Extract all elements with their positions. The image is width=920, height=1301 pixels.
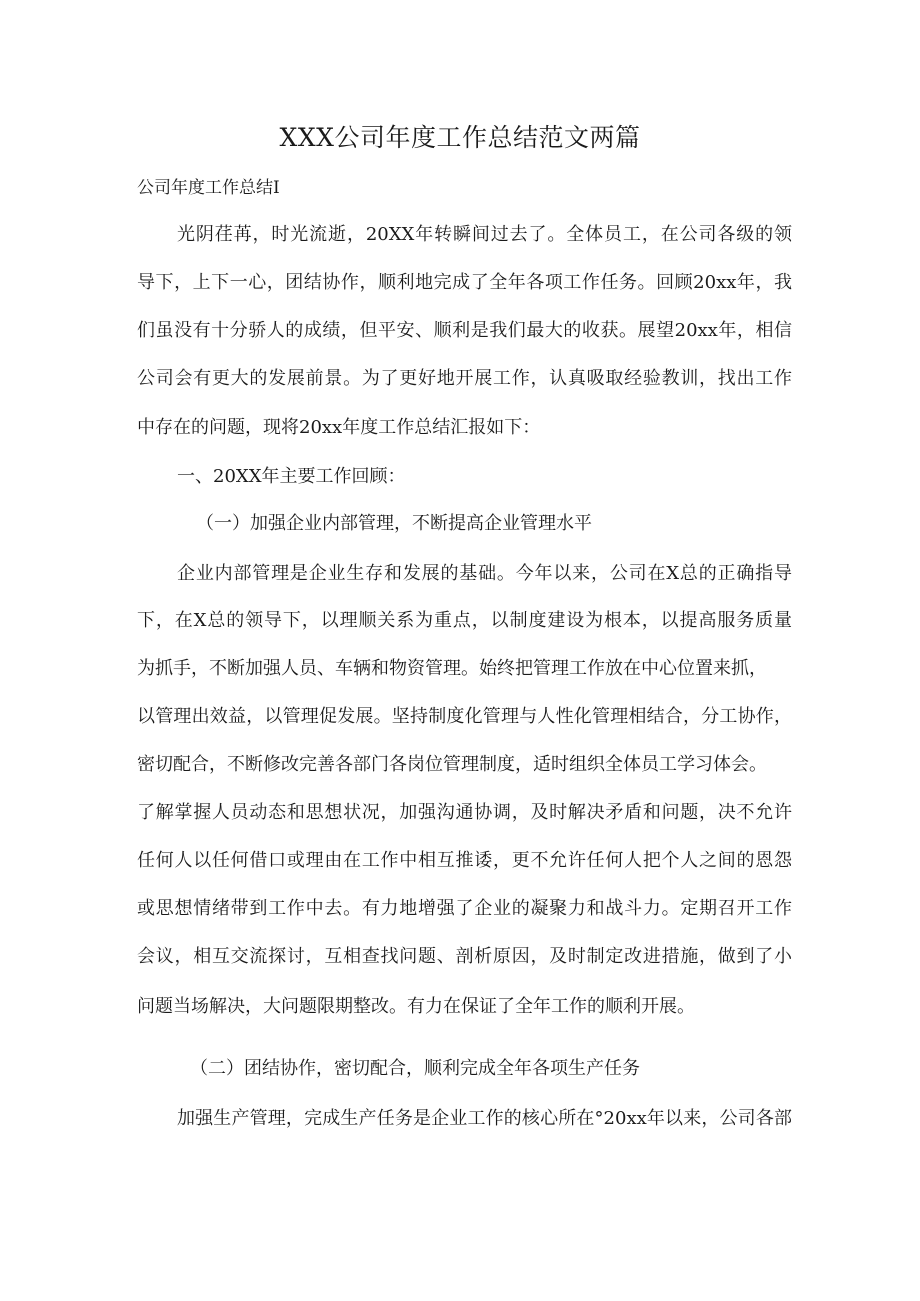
paragraph-line: 任何人以任何借口或理由在工作中相互推诿，更不允许任何人把个人之间的恩怨	[137, 850, 792, 871]
document-subtitle: 公司年度工作总结I	[137, 178, 280, 198]
paragraph-line: 光阴荏苒，时光流逝，20XX年转瞬间过去了。全体员工，在公司各级的领	[177, 224, 792, 245]
section-heading: 一、20XX年主要工作回顾：	[177, 466, 406, 487]
paragraph-line: 以管理出效益，以管理促发展。坚持制度化管理与人性化管理相结合，分工协作，	[137, 706, 792, 727]
paragraph-line: 了解掌握人员动态和思想状况，加强沟通协调，及时解决矛盾和问题，决不允许	[137, 802, 792, 823]
subsection-heading: （二）团结协作，密切配合，顺利完成全年各项生产任务	[190, 1058, 640, 1079]
paragraph-line: 们虽没有十分骄人的成绩，但平安、顺利是我们最大的收获。展望20xx年，相信	[137, 320, 792, 341]
paragraph-line: 导下，上下一心，团结协作，顺利地完成了全年各项工作任务。回顾20xx年，我	[137, 272, 792, 293]
paragraph-line: 加强生产管理，完成生产任务是企业工作的核心所在°20xx年以来，公司各部	[177, 1108, 792, 1129]
paragraph-line: 中存在的问题，现将20xx年度工作总结汇报如下：	[137, 417, 541, 438]
paragraph-line: 下，在X总的领导下，以理顺关系为重点，以制度建设为根本，以提高服务质量	[137, 610, 792, 631]
document-title: XXX公司年度工作总结范文两篇	[279, 123, 641, 152]
subsection-heading: （一）加强企业内部管理，不断提高企业管理水平	[196, 513, 592, 534]
paragraph-line: 问题当场解决，大问题限期整改。有力在保证了全年工作的顺利开展。	[137, 996, 695, 1017]
paragraph-line: 为抓手，不断加强人员、车辆和物资管理。始终把管理工作放在中心位置来抓，	[137, 658, 767, 679]
paragraph-line: 密切配合，不断修改完善各部门各岗位管理制度，适时组织全体员工学习体会。	[137, 754, 767, 775]
paragraph-line: 公司会有更大的发展前景。为了更好地开展工作，认真吸取经验教训，找出工作	[137, 368, 792, 389]
paragraph-line: 会议，相互交流探讨，互相查找问题、剖析原因，及时制定改进措施，做到了小	[137, 946, 792, 967]
paragraph-line: 企业内部管理是企业生存和发展的基础。今年以来，公司在X总的正确指导	[177, 563, 792, 584]
paragraph-line: 或思想情绪带到工作中去。有力地增强了企业的凝聚力和战斗力。定期召开工作	[137, 898, 792, 919]
